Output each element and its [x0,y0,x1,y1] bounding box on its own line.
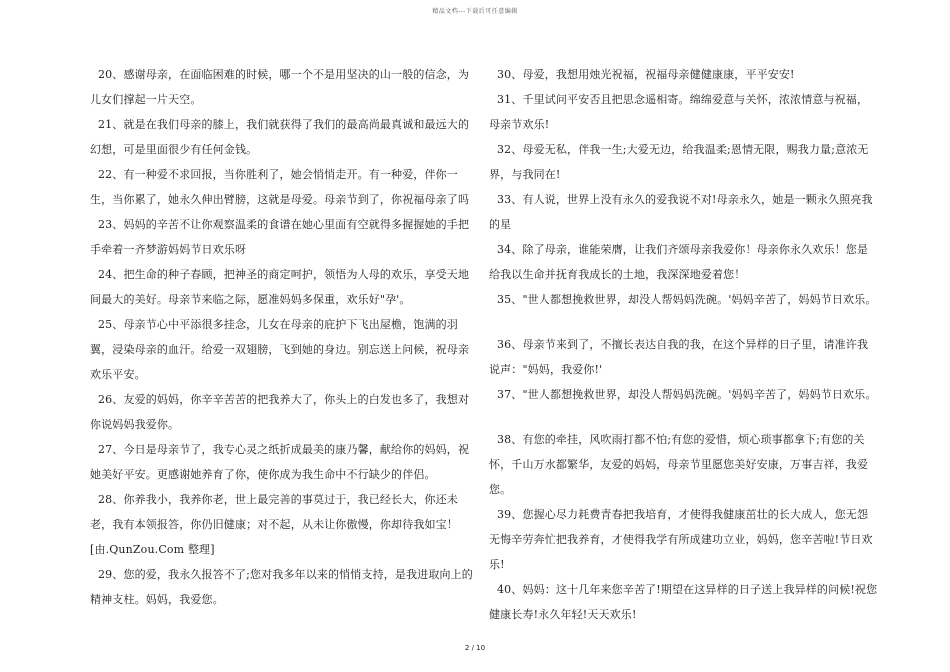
paragraph-22: 22、有一种爱不求回报，当你胜利了，她会悄悄走开。有一种爱，伴你一生，当你累了，她永久伸出臂膀，这就是母爱。母亲节到了，你祝福母亲了吗 [90,168,470,206]
paragraph-34: 34、除了母亲，谁能荣膺，让我们齐颂母亲我爱你！母亲你永久欢乐！您是给我以生命并抚育我成长的土地，我深深地爱着您！ [489,243,869,281]
source-note: [由.QunZou.Com 整理] [90,543,215,556]
paragraph-26: 26、友爱的妈妈，你辛辛苦苦的把我养大了，你头上的白发也多了，我想对你说妈妈我爱你。 [90,393,470,431]
paragraph-29: 29、您的爱，我永久报答不了;您对我多年以来的悄悄支持，是我进取向上的精神支柱。妈妈，我爱您。 [90,568,473,606]
page-number: 2 / 10 [464,644,486,652]
paragraph-20: 20、感谢母亲，在面临困难的时候，哪一个不是用坚决的山一般的信念，为儿女们撑起一片天空。 [90,68,470,106]
paragraph-32: 32、母爱无私，伴我一生;大爱无边，给我温柔;恩情无限，赐我力量;意浓无界，与我同在! [489,143,869,181]
right-column [489,62,879,627]
spacer [489,312,879,332]
paragraph-33: 33、有人说，世界上没有永久的爱我说不对!母亲永久，她是一颗永久照亮我的星 [489,193,873,231]
paragraph-36: 36、母亲节来到了，不擅长表达自我的我，在这个异样的日子里，请准许我说声："妈妈，我爱你!' [489,338,869,376]
paragraph-23: 23、妈妈的辛苦不让你观察温柔的食谱在她心里面有空就得多握握她的手把手牵着一齐梦游妈妈节日欢乐呀 [90,218,470,256]
paragraph-38: 38、有您的牵挂，风吹雨打都不怕;有您的爱惜，烦心琐事都拿下;有您的关怀，千山万水都繁华，友爱的妈妈，母亲节里愿您美好安康，万事吉祥，我爱您。 [489,433,869,496]
page-header: 精品文档---下载后可任意编辑 [432,8,518,15]
paragraph-35: 35、"世人都想挽救世界，却没人帮妈妈洗碗。'妈妈辛苦了，妈妈节日欢乐。 [497,293,877,306]
paragraph-40: 40、妈妈：这十几年来您辛苦了!期望在这异样的日子送上我异样的问候!祝您健康长寿!永久年轻!天天欢乐! [489,583,878,621]
paragraph-21: 21、就是在我们母亲的膝上，我们就获得了我们的最高尚最真诚和最远大的幻想，可是里面很少有任何金钱。 [90,118,470,156]
paragraph-24: 24、把生命的种子春顾，把神圣的商定呵护，领悟为人母的欢乐，享受天地间最大的美好。母亲节来临之际，愿准妈妈多保重，欢乐好"孕'。 [90,268,470,306]
left-column [90,62,480,612]
paragraph-31: 31、千里试问平安否且把思念遥相寄。绵绵爱意与关怀，浓浓情意与祝福，母亲节欢乐! [489,93,869,131]
paragraph-39: 39、您握心尽力耗费青春把我培育，才使得我健康茁壮的长大成人，您无怨无悔辛劳奔忙把我养育，才使得我学有所成建功立业，妈妈，您辛苦啦!节日欢乐! [489,508,873,571]
paragraph-27: 27、今日是母亲节了，我专心灵之纸折成最美的康乃馨，献给你的妈妈，祝她美好平安。更感谢她养育了你，使你成为我生命中不行缺少的伴侣。 [90,443,470,481]
paragraph-25: 25、母亲节心中平添很多挂念，儿女在母亲的庇护下飞出屋檐，饱满的羽翼，浸染母亲的血汗。给爱一双翅膀，飞到她的身边。别忘送上问候，祝母亲欢乐平安。 [90,318,470,381]
paragraph-28: 28、你养我小，我养你老，世上最完善的事莫过于，我已经长大，你还未老，我有本领报答，你仍旧健康；对不起，从未让你傲慢，你却待我如宝！ [90,493,458,531]
spacer [489,407,879,427]
paragraph-37: 37、"世人都想挽救世界，却没人帮妈妈洗碗。'妈妈辛苦了，妈妈节日欢乐。 [497,388,877,401]
paragraph-30: 30、母爱，我想用烛光祝福，祝福母亲健健康康，平平安安! [497,68,795,81]
